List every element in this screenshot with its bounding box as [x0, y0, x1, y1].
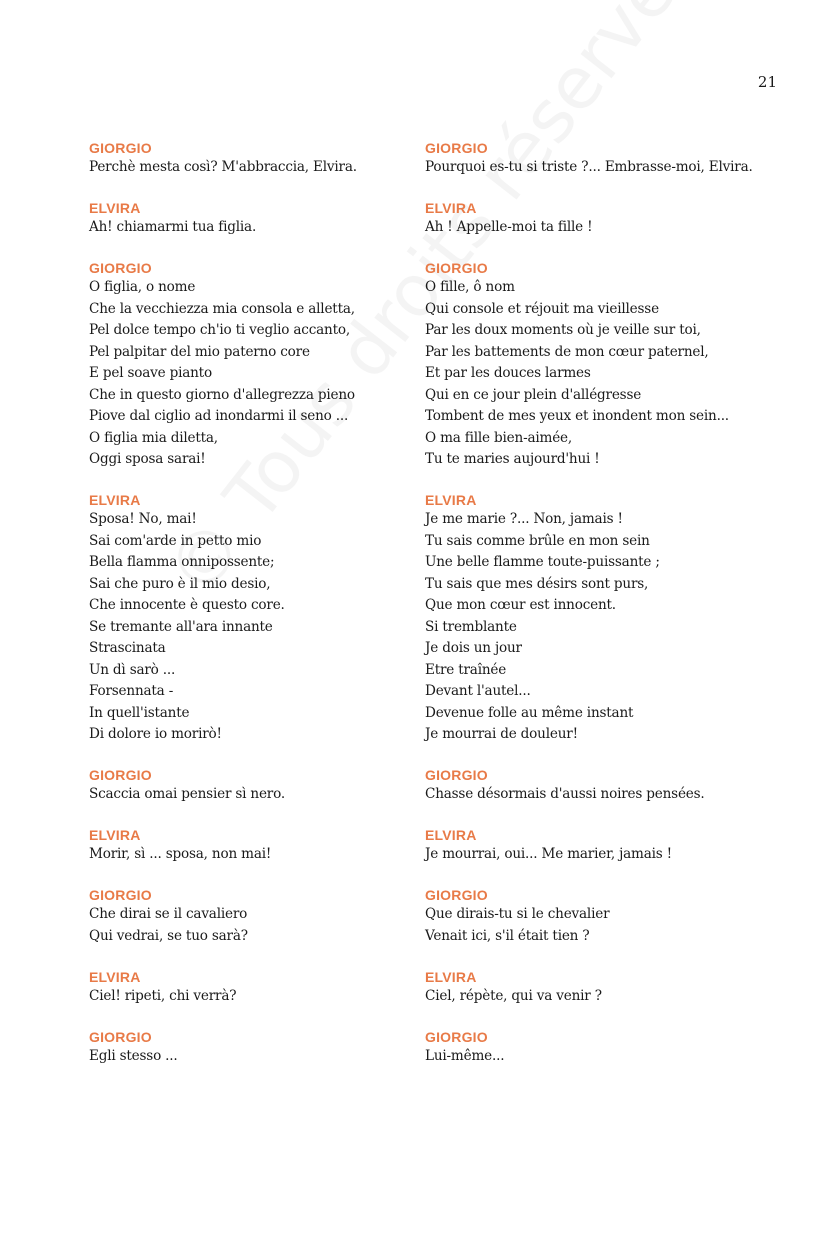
verse-line: Et par les douces larmes [425, 365, 591, 381]
verse-line: Ciel! ripeti, chi verrà? [89, 987, 237, 1004]
dialogue-block [425, 826, 755, 866]
verse-line: Je me marie ?... Non, jamais ! [425, 511, 623, 527]
verse-line: Forsennata - [89, 683, 174, 699]
verse-line: Devant l'autel... [425, 683, 531, 699]
dialogue-block [89, 886, 419, 947]
verse-line: In quell'istante [89, 704, 190, 721]
speaker-name: ELVIRA [425, 968, 477, 985]
verse-line: Que mon cœur est innocent. [425, 597, 616, 613]
verse-line: Qui vedrai, se tuo sarà? [89, 927, 248, 944]
verse-line: Perchè mesta così? M'abbraccia, Elvira. [89, 159, 357, 175]
verse-line: Se tremante all'ara innante [89, 618, 273, 635]
dialogue-block [425, 491, 755, 746]
verse-line: Tu te maries aujourd'hui ! [425, 451, 600, 467]
verse-line: O figlia, o nome [89, 279, 196, 295]
speaker-name: GIORGIO [425, 260, 488, 276]
verse-line: Pourquoi es-tu si triste ?... Embrasse-moi, Elvira. [425, 159, 753, 175]
verse-line: Ah! chiamarmi tua figlia. [89, 219, 257, 235]
verse-line: Qui console et réjouit ma vieillesse [425, 300, 659, 317]
verse-line: Tu sais que mes désirs sont purs, [425, 575, 649, 592]
verse-line: Je dois un jour [425, 640, 522, 656]
verse-line: Scaccia omai pensier sì nero. [89, 786, 285, 802]
dialogue-block [425, 259, 755, 471]
verse-line: Etre traînée [425, 661, 507, 678]
verse-line: Tombent de mes yeux et inondent mon sein... [425, 408, 729, 424]
verse-line: Che innocente è questo core. [89, 597, 285, 613]
speaker-name: ELVIRA [89, 827, 141, 843]
verse-line: Que dirais-tu si le chevalier [425, 906, 610, 922]
verse-line: O fille, ô nom [425, 279, 515, 295]
dialogue-block [89, 139, 419, 179]
verse-line: Sposa! No, mai! [89, 511, 197, 527]
verse-line: Oggi sposa sarai! [89, 451, 206, 467]
speaker-name: ELVIRA [89, 492, 141, 508]
dialogue-block [425, 139, 755, 179]
speaker-name: GIORGIO [425, 887, 488, 903]
dialogue-block [425, 886, 755, 947]
verse-line: Strascinata [89, 640, 166, 656]
verse-line: Di dolore io morirò! [89, 726, 222, 742]
dialogue-block [89, 826, 419, 866]
dialogue-block [425, 968, 755, 1008]
speaker-name: GIORGIO [89, 887, 152, 903]
verse-line: Tu sais comme brûle en mon sein [425, 532, 650, 549]
dialogue-block [89, 968, 419, 1008]
verse-line: Je mourrai de douleur! [425, 726, 578, 742]
dialogue-block [89, 491, 419, 746]
dialogue-block [425, 766, 755, 806]
speaker-name: GIORGIO [425, 767, 488, 783]
verse-line: Che in questo giorno d'allegrezza pieno [89, 386, 355, 403]
verse-line: Sai com'arde in petto mio [89, 532, 262, 549]
verse-line: Che dirai se il cavaliero [89, 906, 248, 922]
verse-line: Par les battements de mon cœur paternel, [425, 343, 709, 360]
verse-line: Venait ici, s'il était tien ? [425, 927, 590, 944]
verse-line: Par les doux moments où je veille sur toi, [425, 322, 701, 338]
speaker-name: ELVIRA [89, 200, 141, 216]
speaker-name: GIORGIO [425, 140, 488, 156]
verse-line: Devenue folle au même instant [425, 704, 634, 721]
speaker-name: GIORGIO [89, 767, 152, 783]
verse-line: Un dì sarò ... [89, 661, 176, 678]
verse-line: Une belle flamme toute-puissante ; [425, 554, 660, 570]
speaker-name: ELVIRA [425, 827, 477, 843]
speaker-name: GIORGIO [89, 140, 152, 156]
verse-line: O ma fille bien-aimée, [425, 429, 573, 446]
verse-line: Morir, sì ... sposa, non mai! [89, 846, 272, 862]
dialogue-block [425, 1028, 755, 1068]
speaker-name: ELVIRA [89, 968, 141, 985]
dialogue-block [89, 1028, 419, 1068]
speaker-name: GIORGIO [89, 260, 152, 276]
verse-line: Sai che puro è il mio desio, [89, 575, 271, 592]
verse-line: Si tremblante [425, 618, 517, 635]
verse-line: Je mourrai, oui... Me marier, jamais ! [425, 846, 672, 862]
verse-line: Pel dolce tempo ch'io ti veglio accanto, [89, 322, 350, 338]
page-number: 21 [757, 73, 777, 91]
verse-line: Qui en ce jour plein d'allégresse [425, 386, 642, 403]
speaker-name: GIORGIO [425, 1028, 488, 1045]
speaker-name: ELVIRA [425, 492, 477, 508]
verse-line: Ciel, répète, qui va venir ? [425, 987, 602, 1004]
dialogue-block [89, 199, 419, 239]
verse-line: Lui-même... [425, 1047, 505, 1064]
verse-line: Chasse désormais d'aussi noires pensées. [425, 786, 705, 802]
french-column [425, 139, 755, 1088]
italian-column [89, 139, 419, 1088]
dialogue-block [89, 259, 419, 471]
speaker-name: GIORGIO [89, 1028, 152, 1045]
verse-line: Ah ! Appelle-moi ta fille ! [425, 219, 593, 235]
verse-line: O figlia mia diletta, [89, 429, 218, 446]
verse-line: Piove dal ciglio ad inondarmi il seno ... [89, 408, 349, 424]
verse-line: Che la vecchiezza mia consola e alletta, [89, 300, 355, 317]
verse-line: Bella flamma onnipossente; [89, 554, 275, 570]
verse-line: Egli stesso ... [89, 1047, 178, 1064]
dialogue-block [89, 766, 419, 806]
speaker-name: ELVIRA [425, 200, 477, 216]
dialogue-block [425, 199, 755, 239]
verse-line: E pel soave pianto [89, 365, 212, 381]
verse-line: Pel palpitar del mio paterno core [89, 343, 310, 360]
